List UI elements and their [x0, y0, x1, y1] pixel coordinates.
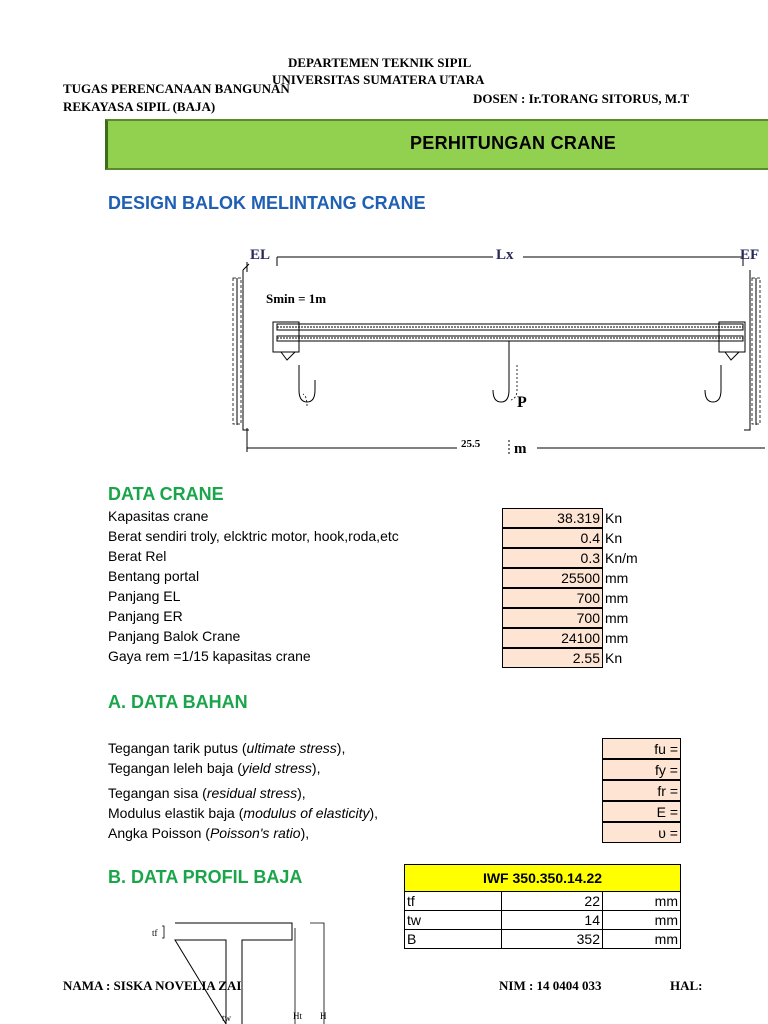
data-bahan-heading: A. DATA BAHAN [108, 692, 248, 712]
iwf-profile-table [404, 864, 681, 949]
iwf-flange [175, 923, 292, 1024]
crane-value-cell[interactable]: 24100 [502, 628, 603, 648]
crane-units-column [605, 508, 638, 668]
left-column [237, 264, 249, 430]
crane-row-label: Panjang EL [108, 588, 181, 604]
profile-param-value[interactable]: 22 [502, 892, 603, 911]
student-nim: NIM : 14 0404 033 [499, 978, 602, 993]
page-number-label: HAL: [670, 978, 703, 993]
task-title-line1: TUGAS PERENCANAAN BANGUNAN [63, 81, 290, 96]
iwf-profile-title: IWF 350.350.14.22 [405, 865, 681, 892]
crane-value-cell[interactable]: 700 [502, 608, 603, 628]
table-row [405, 892, 681, 911]
load-p-label: P [517, 394, 527, 411]
iwf-section-sketch [150, 918, 340, 1024]
right-column [744, 270, 756, 430]
crane-unit: Kn [605, 650, 623, 666]
hook-left [299, 365, 315, 402]
section-design-heading: DESIGN BALOK MELINTANG CRANE [108, 193, 426, 213]
crane-value-cell[interactable]: 38.319 [502, 508, 603, 528]
sketch-tw-label: tw [222, 1013, 231, 1023]
bahan-row-label: Tegangan leleh baja (yield stress), [108, 760, 321, 776]
page-title: PERHITUNGAN CRANE [410, 133, 617, 153]
university-name: UNIVERSITAS SUMATERA UTARA [272, 72, 485, 87]
bahan-symbol-cell[interactable]: fy = [602, 759, 681, 780]
crane-value-cell[interactable]: 0.3 [502, 548, 603, 568]
sketch-tf-label: tf [152, 928, 158, 938]
crane-row-label: Bentang portal [108, 568, 200, 584]
table-row [405, 930, 681, 949]
crane-value-cell[interactable]: 700 [502, 588, 603, 608]
crane-row-label: Kapasitas crane [108, 508, 209, 524]
crane-unit: mm [605, 630, 629, 646]
profile-param-value[interactable]: 14 [502, 911, 603, 930]
crane-unit: mm [605, 590, 629, 606]
bahan-row-label: Angka Poisson (Poisson's ratio), [108, 825, 310, 841]
crane-row-label: Berat Rel [108, 548, 167, 564]
crane-value-cell[interactable]: 25500 [502, 568, 603, 588]
crane-value-cell[interactable]: 0.4 [502, 528, 603, 548]
profile-param-value[interactable]: 352 [502, 930, 603, 949]
department-name: DEPARTEMEN TEKNIK SIPIL [288, 55, 472, 70]
hook-center [493, 341, 509, 402]
crane-unit: Kn [605, 510, 623, 526]
data-crane-heading: DATA CRANE [108, 484, 224, 504]
bahan-symbol-cell[interactable]: fu = [602, 738, 681, 759]
sketch-h-label: H [320, 1011, 327, 1021]
crane-unit: mm [605, 610, 629, 626]
sketch-ht-label: Ht [293, 1011, 302, 1021]
bahan-symbol-cell[interactable]: fr = [602, 780, 681, 801]
er-label: EF [740, 247, 760, 263]
profile-param-unit: mm [603, 911, 681, 930]
profile-param-name: tf [405, 892, 502, 911]
task-title-line2: REKAYASA SIPIL (BAJA) [63, 99, 216, 114]
lecturer-name: DOSEN : Ir.TORANG SITORUS, M.T [473, 91, 690, 106]
crane-value-cell[interactable]: 2.55 [502, 648, 603, 668]
lx-label: Lx [496, 247, 514, 263]
crane-row-label: Panjang ER [108, 608, 183, 624]
crane-unit: Kn/m [605, 550, 638, 566]
hook-right [705, 365, 721, 402]
data-profil-heading: B. DATA PROFIL BAJA [108, 867, 303, 887]
crane-unit: mm [605, 570, 629, 586]
span-value: 25.5 [461, 438, 481, 450]
profile-param-unit: mm [603, 892, 681, 911]
table-row [405, 911, 681, 930]
crane-values-column [502, 508, 603, 668]
span-unit: m [514, 441, 527, 457]
crane-row-label: Panjang Balok Crane [108, 628, 241, 644]
bahan-row-label: Modulus elastik baja (modulus of elasticity), [108, 805, 379, 821]
bahan-symbol-cell[interactable]: υ = [602, 822, 681, 843]
bahan-row-label: Tegangan sisa (residual stress), [108, 785, 306, 801]
student-name: NAMA : SISKA NOVELIA ZAI [63, 978, 242, 993]
profile-param-name: B [405, 930, 502, 949]
crane-row-label: Berat sendiri troly, elcktric motor, hook,roda,etc [108, 528, 399, 544]
crane-diagram [225, 240, 768, 460]
profile-param-unit: mm [603, 930, 681, 949]
bahan-symbol-cell[interactable]: E = [602, 801, 681, 822]
bahan-row-label: Tegangan tarik putus (ultimate stress), [108, 740, 346, 756]
profile-param-name: tw [405, 911, 502, 930]
bahan-symbols-column [602, 738, 681, 843]
smin-label: Smin = 1m [266, 291, 327, 306]
crane-unit: Kn [605, 530, 623, 546]
crane-row-label: Gaya rem =1/15 kapasitas crane [108, 648, 311, 664]
el-label: EL [250, 247, 271, 263]
